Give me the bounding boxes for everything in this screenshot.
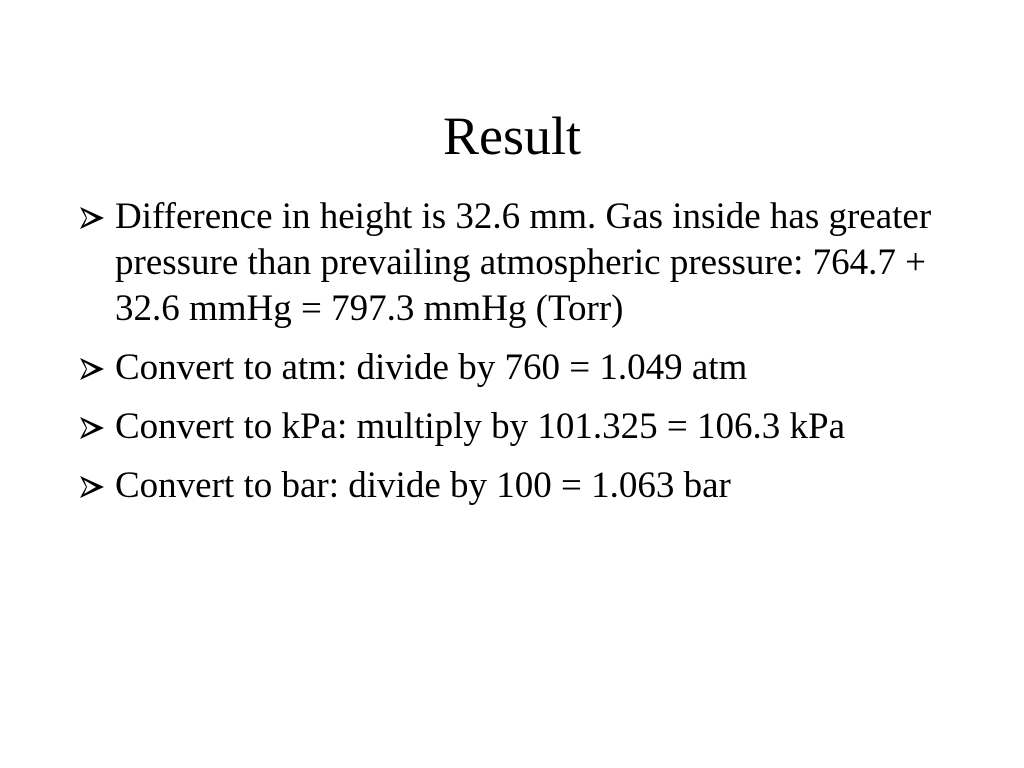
bullet-text: Convert to kPa: multiply by 101.325 = 106.3 kPa [115, 406, 846, 447]
arrow-bullet-icon [77, 415, 107, 441]
bullet-item [77, 463, 957, 509]
bullet-item [77, 194, 957, 332]
arrow-bullet-icon [77, 356, 107, 382]
arrow-bullet-icon [77, 474, 107, 500]
bullet-text: Difference in height is 32.6 mm. Gas inside has greater pressure than prevailing atmospheric pressure: 764.7 + 32.6 mmHg = 797.3 mmHg (Torr) [115, 196, 932, 329]
bullet-text: Convert to bar: divide by 100 = 1.063 bar [115, 465, 731, 506]
slide-title: Result [442, 106, 581, 166]
arrow-bullet-icon [77, 205, 107, 231]
bullet-list [77, 194, 957, 522]
bullet-text: Convert to atm: divide by 760 = 1.049 atm [115, 347, 748, 388]
bullet-item [77, 345, 957, 391]
bullet-item [77, 404, 957, 450]
